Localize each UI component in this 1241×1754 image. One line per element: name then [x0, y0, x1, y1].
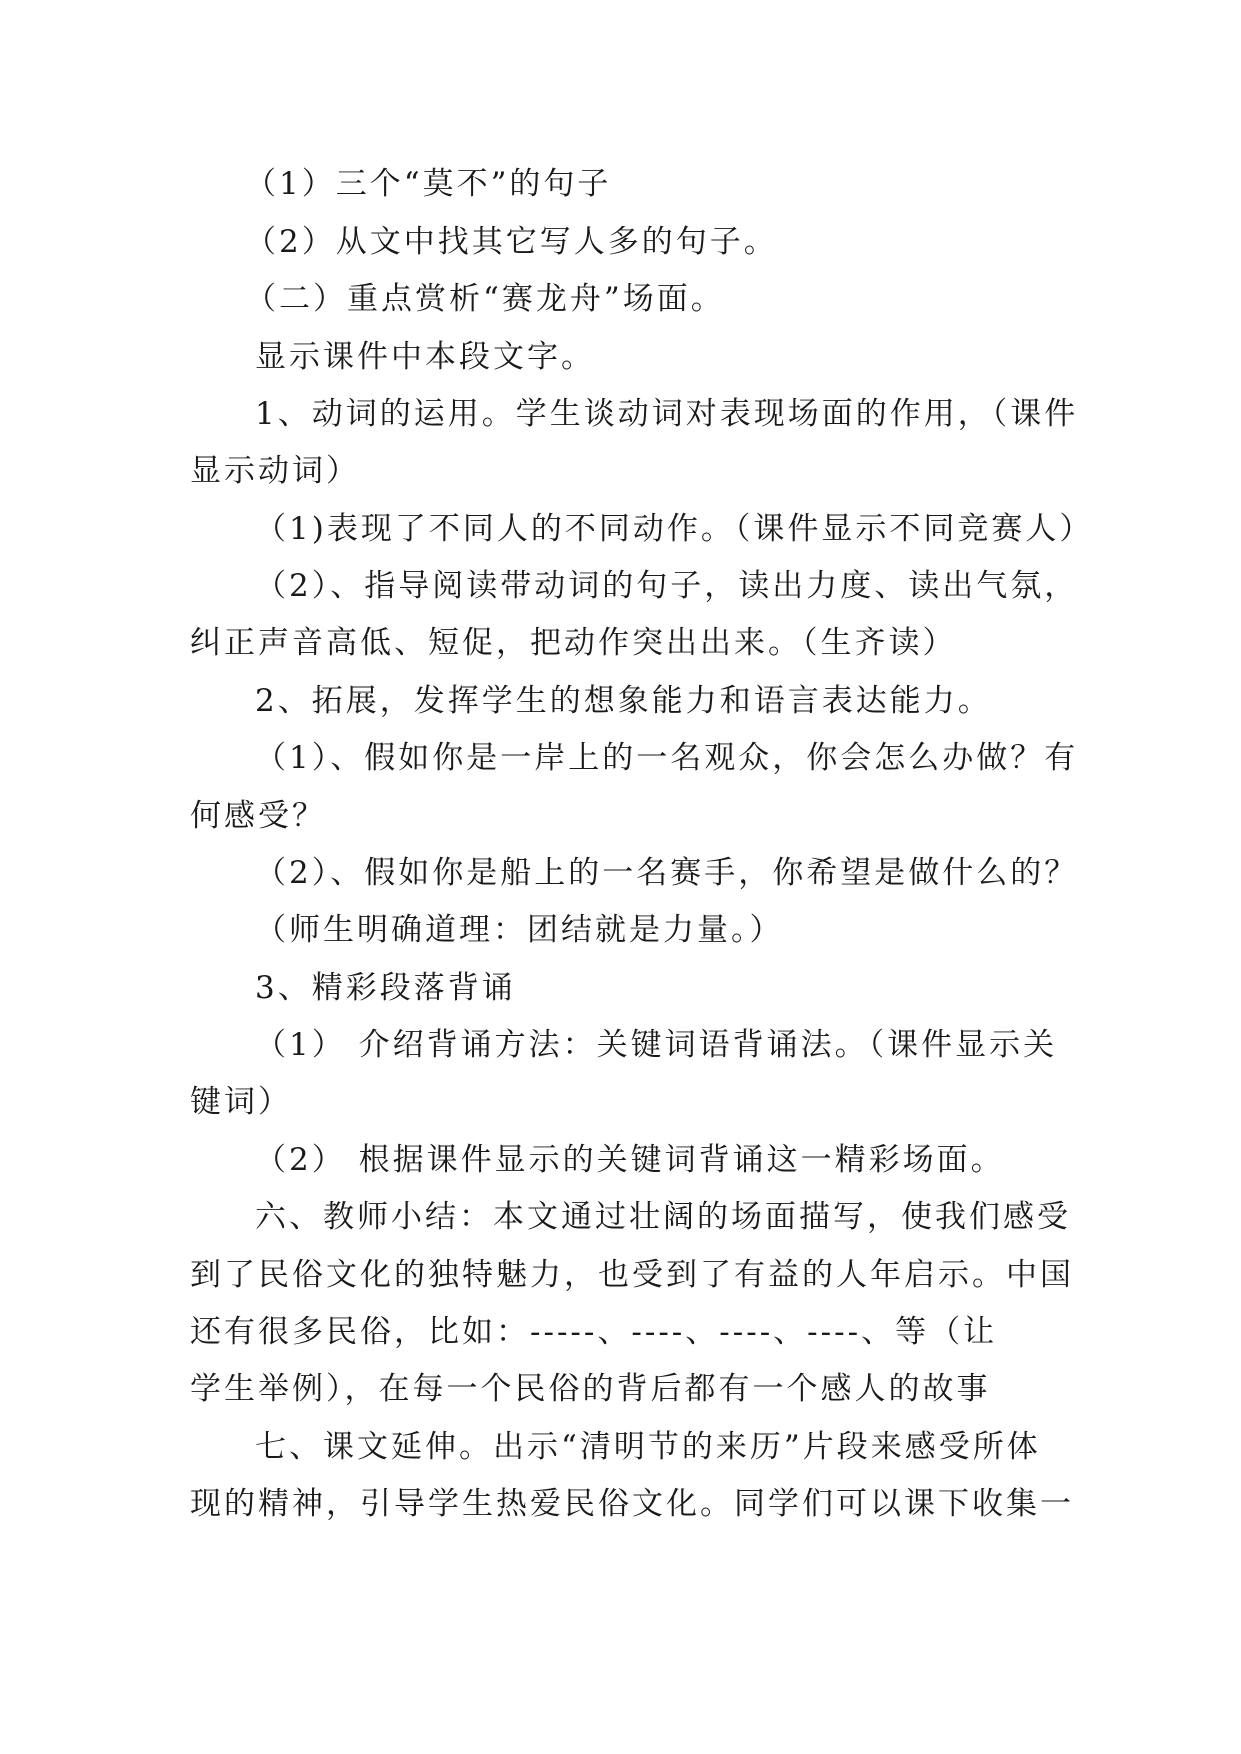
text-line: 七、课文延伸。出示“清明节的来历”片段来感受所体 [255, 1429, 1041, 1465]
text-line: （2）、假如你是船上的一名赛手，你希望是做什么的？ [255, 855, 1079, 891]
text-line: （2）从文中找其它写人多的句子。 [245, 224, 778, 260]
text-line: 学生举例），在每一个民俗的背后都有一个感人的故事 [190, 1371, 991, 1407]
text-line: （1） 介绍背诵方法：关键词语背诵法。（课件显示关 [255, 1027, 1058, 1063]
text-line: 3、精彩段落背诵 [255, 970, 516, 1006]
text-line: 显示课件中本段文字。 [255, 339, 595, 375]
text-line: （1)表现了不同人的不同动作。（课件显示不同竞赛人） [255, 511, 1094, 547]
text-line: 显示动词） [190, 453, 360, 489]
text-line: 键词） [190, 1084, 292, 1120]
text-line: （1）三个“莫不”的句子 [245, 166, 612, 202]
text-line: （2） 根据课件显示的关键词背诵这一精彩场面。 [255, 1142, 1005, 1178]
text-line: 2、拓展，发挥学生的想象能力和语言表达能力。 [255, 683, 992, 719]
text-line: （1）、假如你是一岸上的一名观众，你会怎么办做？有 [255, 740, 1079, 776]
text-line: （2）、指导阅读带动词的句子，读出力度、读出气氛， [255, 568, 1079, 604]
text-line: 六、教师小结：本文通过壮阔的场面描写，使我们感受 [255, 1199, 1071, 1235]
text-line: 纠正声音高低、短促，把动作突出出来。（生齐读） [190, 625, 957, 661]
text-line: 还有很多民俗，比如：-----、----、----、----、等（让 [190, 1314, 998, 1350]
text-line: 现的精神，引导学生热爱民俗文化。同学们可以课下收集一 [190, 1486, 1074, 1522]
text-line: （二）重点赏析“赛龙舟”场面。 [245, 281, 725, 317]
text-line: 何感受？ [190, 798, 326, 834]
text-line: 1、动词的运用。学生谈动词对表现场面的作用，（课件 [255, 396, 1079, 432]
text-line: （师生明确道理：团结就是力量。） [255, 912, 784, 948]
text-line: 到了民俗文化的独特魅力，也受到了有益的人年启示。中国 [190, 1257, 1074, 1293]
